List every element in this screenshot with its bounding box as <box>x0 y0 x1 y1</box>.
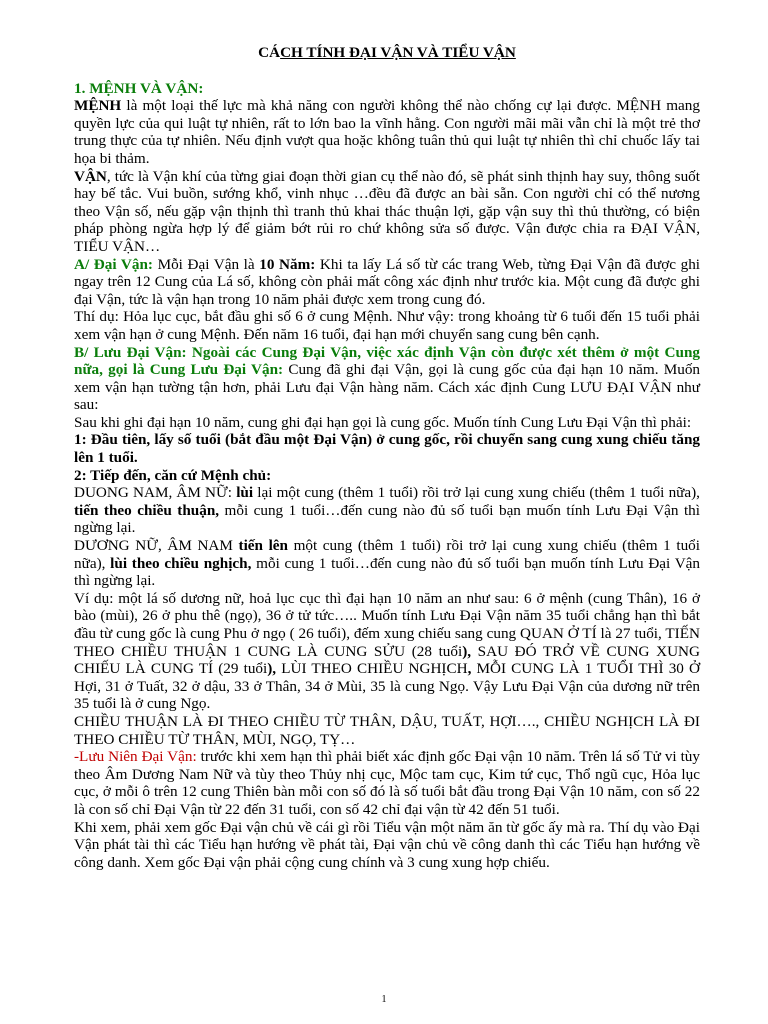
vi-du-text-2: SAU ĐÓ TRỞ VỀ CUNG XUNG CHIẾU LÀ CUNG TÍ (29 tuổi <box>74 642 700 678</box>
label-dai-van: A/ Đại Vận: <box>74 255 153 273</box>
vi-du-text-4: MỖI CUNG LÀ 1 TUỔI THÌ 30 Ở Hợi, 31 ở Tuất, 32 ở dậu, 33 ở Thân, 34 ở Mùi, 35 là cung Ngọ. Vậy Lưu Đại Vận của dương nữ trên 35 tuổi là ở cung Ngọ. <box>74 660 700 713</box>
term-menh: MỆNH <box>74 97 122 115</box>
title-part-a: CÁ <box>258 44 281 61</box>
duong-nu-bold-2: lùi theo chiều nghịch, <box>110 554 252 572</box>
label-luu-nien: -Lưu Niên Đại Vận: <box>74 748 197 766</box>
duong-nam-bold-2: tiến theo chiều thuận, <box>74 501 220 519</box>
paragraph-chieu-thuan: CHIỀU THUẬN LÀ ĐI THEO CHIỀU TỪ THÂN, DẬU, TUẤT, HỢI…., CHIỀU NGHỊCH LÀ ĐI THEO CHIỀU TỪ THÂN, MÙI, NGỌ, TỴ… <box>74 712 700 748</box>
duong-nu-text-3: mỗi cung 1 tuổi…đến cung nào đủ số tuổi bạn muốn tính Lưu Đại Vận thì ngừng lại. <box>74 554 701 590</box>
paragraph-thi-du: Thí dụ: Hỏa lục cục, bắt đầu ghi số 6 ở cung Mệnh. Như vậy: trong khoảng từ 6 tuổi đến 15 tuổi phải xem vận hạn ở cung Mệnh. Đến năm 16 tuổi, đại hạn mới chuyển sang cung bên cạnh. <box>74 308 700 343</box>
title-part-b: CH TÍNH ĐẠI VẬN VÀ TIỂU VẬN <box>280 44 516 61</box>
paragraph-van <box>74 168 700 256</box>
section-heading-1: 1. MỆNH VÀ VẬN: <box>74 79 204 97</box>
paragraph-duong-nam <box>74 484 700 537</box>
step-1-text: 1: Đầu tiên, lấy số tuổi (bắt đầu một Đại Vận) ở cung gốc, rồi chuyển sang cung xung chiếu tăng lên 1 tuổi. <box>74 431 700 467</box>
vi-du-bold-2: ), <box>267 660 277 678</box>
document-body <box>74 44 700 871</box>
step-1 <box>74 431 700 466</box>
duong-nam-bold-1: lùi <box>236 484 254 502</box>
vi-du-bold-3: , <box>467 660 472 678</box>
paragraph-menh <box>74 97 700 167</box>
paragraph-luu-nien-text: trước khi xem hạn thì phải biết xác định gốc Đại vận 10 năm. Trên lá số Tử vi tùy theo Âm Dương Nam Nữ và tùy theo Thủy nhị cục, Mộc tam cục, Kim tứ cục, Thổ ngũ cục, Hỏa lục cục, ở mỗi ô trên 12 cung Thiên bàn mỗi con số đó là số tuổi bắt đầu trong Đại Vận 10 năm, con số 22 là con số chỉ Đại Vận từ 22 đến 31 tuổi, con số 42 chỉ đại vận từ 42 đến 51 tuổi. <box>74 748 700 818</box>
paragraph-duong-nu <box>74 537 700 590</box>
duong-nu-text-1: DƯƠNG NỮ, ÂM NAM <box>74 537 239 555</box>
duong-nam-text-1: DUONG NAM, ÂM NỮ: <box>74 484 237 502</box>
vi-du-bold-1: ), <box>462 642 472 660</box>
paragraph-luu-dai-van-text: Cung đã ghi đại Vận, gọi là cung gốc của đại hạn 10 năm. Muốn xem vận hạn tường tận hơn, phải Lưu đại Vận hàng năm. Cách xác định Cung LƯU ĐẠI VẬN như sau: <box>74 361 701 414</box>
paragraph-luu-dai-van <box>74 344 700 414</box>
step-2-text: 2: Tiếp đến, căn cứ Mệnh chủ: <box>74 466 272 484</box>
paragraph-menh-text: là một loại thế lực mà khả năng con người không thể nào chống cự lại được. MỆNH mang quyền lực của qui luật tự nhiên, rất to lớn bao la vĩnh hằng. Con người mãi mãi vẫn chỉ là một trẻ thơ trung thực của tự nhiên. Nếu định vượt qua hoặc không tuân thủ qui luật tự nhiên thì chỉ chuốc lấy tai họa bi thảm. <box>74 97 700 167</box>
term-10-nam: 10 Năm: <box>259 255 316 273</box>
label-luu-dai-van: B/ Lưu Đại Vận: Ngoài các Cung Đại Vận, việc xác định Vận còn được xét thêm ở một Cung nữa, gọi là Cung Lưu Đại Vận: <box>74 343 700 379</box>
duong-nam-text-2: lại một cung (thêm 1 tuổi) rồi trở lại cung xung chiếu (thêm 1 tuổi nữa), <box>253 484 700 502</box>
page-number: 1 <box>381 994 387 1005</box>
duong-nu-text-2: một cung (thêm 1 tuổi) rồi trở lại cung xung chiếu (thêm 1 tuổi nữa), <box>74 537 700 572</box>
paragraph-cung-goc: Sau khi ghi đại hạn 10 năm, cung ghi đại hạn gọi là cung gốc. Muốn tính Cung Lưu Đại Vận thì phải: <box>74 413 692 431</box>
duong-nam-text-3: mỗi cung 1 tuổi…đến cung nào đủ số tuổi bạn muốn tính Lưu Đại Vận thì ngừng lại. <box>74 501 700 537</box>
term-van: VẬN <box>74 167 107 185</box>
paragraph-dai-van-text-2: Khi ta lấy Lá số từ các trang Web, từng Đại Vận đã được ghi ngay trên 12 Cung của Lá số, không còn phải mất công xác định như trước kia. Một cung đã được ghi đại Vận, tức là vận hạn trong 10 năm phải được xem trong cung đó. <box>74 255 701 308</box>
paragraph-dai-van <box>74 256 700 309</box>
step-2 <box>74 467 700 485</box>
paragraph-dai-van-text-1: Mỗi Đại Vận là <box>152 255 260 273</box>
paragraph-van-text: , tức là Vận khí của từng giai đoạn thời gian cụ thể nào đó, sẽ phát sinh thịnh hay suy, thông suốt hay bế tắc. Vui buồn, sướng khổ, vinh nhục …đều đã được an bài sẵn. Con người chỉ có thể nương theo Vận số, nếu gặp vận thịnh thì tranh thủ khai thác thuận lợi, gặp vận suy thì thủ thường, có biện pháp phòng ngừa hợp lý để giảm bớt rủi ro chứ không sửa số được. Vận được chia ra ĐẠI VẬN, TIỂU VẬN… <box>74 167 700 255</box>
document-title <box>74 44 700 62</box>
vi-du-text-1: Ví dụ: một lá số dương nữ, hoả lục cục thì đại hạn 10 năm an như sau: 6 ở mệnh (cung Thân), 16 ở bào (mùi), 26 ở phu thê (ngọ), 36 ở tử tức….. Muốn tính Lưu Đại Vận năm 35 tuổi chẳng hạn thì bắt đầu từ cung gốc là cung Phu ở ngọ ( 26 tuổi), đếm xung chiếu sang cung QUAN Ở TÍ là 27 tuổi, TIẾN THEO CHIỀU THUẬN 1 CUNG LÀ CUNG SỬU (28 tuổi <box>74 589 700 660</box>
paragraph-luu-nien <box>74 748 700 818</box>
duong-nu-bold-1: tiến lên <box>238 537 288 555</box>
paragraph-khi-xem: Khi xem, phải xem gốc Đại vận chủ về cái gì rồi Tiểu vận một năm ăn từ gốc ấy mà ra. Thí dụ vào Đại Vận phát tài thì các Tiểu hạn hướng về phát tài, Đại vận chủ về công danh thì các Tiểu hạn hướng về công danh. Xem gốc Đại vận phải cộng cung chính và 3 cung xung hợp chiếu. <box>74 818 700 871</box>
vi-du-text-3: LÙI THEO CHIỀU NGHỊCH <box>276 660 468 678</box>
paragraph-vi-du <box>74 590 700 713</box>
